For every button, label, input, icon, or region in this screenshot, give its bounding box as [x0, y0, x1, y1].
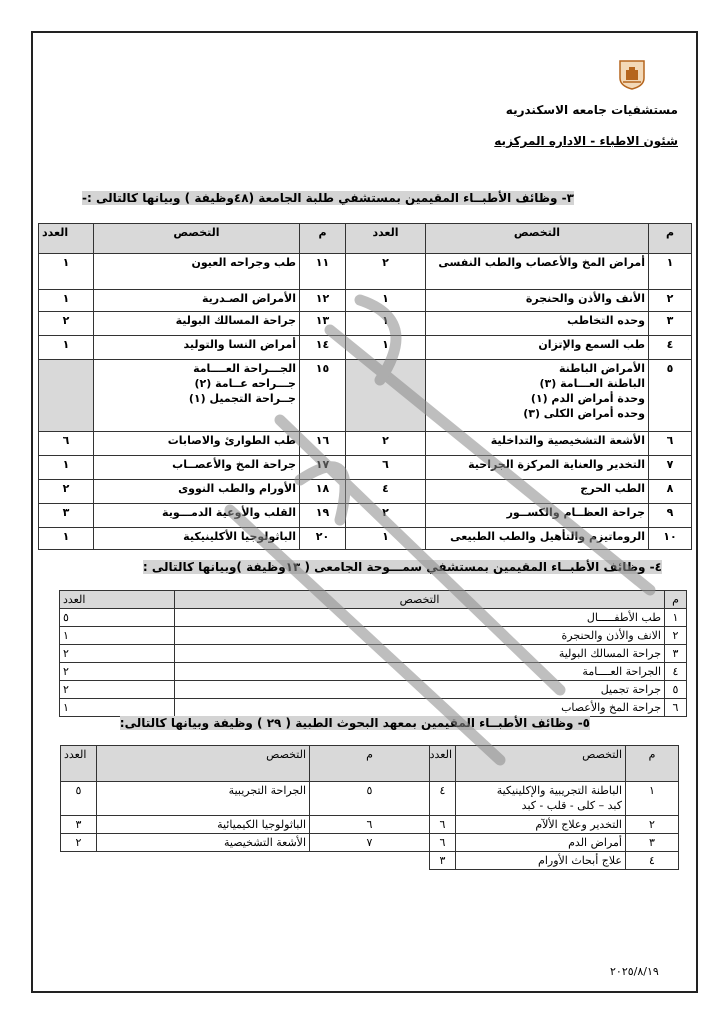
cell-spec: الجراحة التجريبية: [97, 782, 310, 816]
cell-count: ٦: [39, 432, 94, 456]
cell-spec: علاج أبحاث الأورام: [456, 852, 626, 870]
cell-count: ٢: [39, 312, 94, 336]
table-row: [61, 816, 679, 834]
cell-m: ١: [649, 254, 692, 290]
col-count: العدد: [60, 591, 175, 609]
cell-m: ٧: [310, 834, 430, 852]
cell-m: ١٠: [649, 528, 692, 550]
table-row: [60, 663, 687, 681]
cell-m: ٦: [649, 432, 692, 456]
org-name: مستشفيات جامعه الاسكندريه: [505, 103, 678, 117]
section5-title-post: ) وظيفة وبيانها كالتالى:: [119, 716, 267, 730]
section3-header-row: [39, 224, 692, 254]
cell-count: ١: [39, 290, 94, 312]
cell-spec: الروماتيزم والتأهيل والطب الطبيعى: [426, 528, 649, 550]
cell-spec: جراحة المخ والأعصــاب: [94, 456, 300, 480]
cell-m: ١٩: [300, 504, 346, 528]
cell-count: [346, 360, 426, 432]
cell-spec: طب الأطفـــــال: [175, 609, 665, 627]
cell-count: ٤: [430, 782, 456, 816]
section4-title-num: ١٣: [285, 560, 301, 574]
section5-title-pre: ٥- وظائف الأطبــاء المقيمين بمعهد البحوث الطبية (: [281, 716, 590, 730]
cell-count: ٣: [39, 504, 94, 528]
cell-spec: الأمراض الصـدرية: [94, 290, 300, 312]
cell-m: ٥: [310, 782, 430, 816]
cell-count: ٦: [346, 456, 426, 480]
cell-spec: جراحة المخ والأعصاب: [175, 699, 665, 717]
cell-spec: الباثولوجيا الأكلينيكية: [94, 528, 300, 550]
section4-header-row: [60, 591, 687, 609]
section4-table: [59, 590, 687, 717]
col-m: م: [649, 224, 692, 254]
table-row: [39, 528, 692, 550]
col-spec: التخصص: [175, 591, 665, 609]
cell-m: ١٣: [300, 312, 346, 336]
cell-m: ٧: [649, 456, 692, 480]
cell-m: ٤: [649, 336, 692, 360]
cell-spec: أمراض المخ والأعصاب والطب النفسى: [426, 254, 649, 290]
cell-spec: جراحة العظــام والكســور: [426, 504, 649, 528]
cell-spec: الأمراض الباطنة الباطنة العـــامة (٣) وحدة أمراض الدم (١) وحده أمراض الكلى (٣): [426, 360, 649, 432]
col-m: م: [300, 224, 346, 254]
section3-table: [38, 223, 692, 550]
cell-m: ١: [665, 609, 687, 627]
table-row: [39, 312, 692, 336]
col-spec: التخصص: [456, 746, 626, 782]
cell-count: ١: [39, 336, 94, 360]
cell-spec: التخدير والعناية المركزة الجراحية: [426, 456, 649, 480]
cell-m: ١: [626, 782, 679, 816]
cell-spec: التخدير وعلاج الألآم: [456, 816, 626, 834]
col-count: العدد: [39, 224, 94, 254]
table-row: [60, 699, 687, 717]
cell-m: ٢: [626, 816, 679, 834]
section5-table: [60, 745, 679, 870]
cell-m: ٢: [665, 627, 687, 645]
cell-spec: وحده التخاطب: [426, 312, 649, 336]
cell-m: ٦: [665, 699, 687, 717]
cell-m: ١٢: [300, 290, 346, 312]
cell-m: ٤: [626, 852, 679, 870]
cell-count: ١: [346, 336, 426, 360]
document-date: ٢٠٢٥/٨/١٩: [610, 965, 659, 978]
cell-count: ٢: [60, 645, 175, 663]
cell-count: ٢: [60, 663, 175, 681]
cell-spec: طب وجراحه العيون: [94, 254, 300, 290]
cell-spec: جراحة المسالك البولية: [175, 645, 665, 663]
col-spec: التخصص: [97, 746, 310, 782]
table-row: [61, 834, 679, 852]
cell-count: ٢: [346, 432, 426, 456]
cell-m: ٣: [626, 834, 679, 852]
cell-m: ٢٠: [300, 528, 346, 550]
cell-spec: أمراض النسا والتوليد: [94, 336, 300, 360]
cell-spec: القلب والأوعية الدمـــوية: [94, 504, 300, 528]
cell-count: ٢: [39, 480, 94, 504]
university-logo-icon: [617, 58, 647, 90]
cell-count: ١: [346, 528, 426, 550]
table-row: [39, 254, 692, 290]
cell-spec: أمراض الدم: [456, 834, 626, 852]
cell-spec: جراحة المسالك البولية: [94, 312, 300, 336]
cell-count: ٢: [346, 254, 426, 290]
cell-m: ١١: [300, 254, 346, 290]
cell-m: ١٨: [300, 480, 346, 504]
cell-count: ٦: [430, 834, 456, 852]
table-row: [39, 290, 692, 312]
cell-spec: الأنف والأذن والحنجرة: [426, 290, 649, 312]
cell-spec: الانف والأذن والحنجرة: [175, 627, 665, 645]
col-m: م: [665, 591, 687, 609]
cell-m: ١٤: [300, 336, 346, 360]
cell-m: ١٦: [300, 432, 346, 456]
cell-spec: الجـــراحة العــــامة جـــراحه عــامة (٢) جــراحة التجميل (١): [94, 360, 300, 432]
dept-name: شئون الاطباء - الاداره المركزيه: [494, 134, 678, 148]
cell-count: ١: [346, 312, 426, 336]
table-row: [39, 432, 692, 456]
table-row: [60, 645, 687, 663]
cell-m: ٣: [665, 645, 687, 663]
cell-m: ٥: [649, 360, 692, 432]
cell-m: ١٧: [300, 456, 346, 480]
cell-m: ٣: [649, 312, 692, 336]
cell-count: ٢: [346, 504, 426, 528]
cell-count: ٣: [430, 852, 456, 870]
cell-spec: الأورام والطب النووى: [94, 480, 300, 504]
cell-count: ١: [60, 627, 175, 645]
empty-cell: [61, 852, 97, 870]
cell-count: ١: [60, 699, 175, 717]
col-spec: التخصص: [94, 224, 300, 254]
col-m: م: [626, 746, 679, 782]
col-count: العدد: [430, 746, 456, 782]
cell-spec: الأشعة التشخيصية: [97, 834, 310, 852]
cell-count: ٣: [61, 816, 97, 834]
table-row: [39, 480, 692, 504]
cell-spec: طب السمع والإتزان: [426, 336, 649, 360]
cell-count: [39, 360, 94, 432]
cell-count: ٥: [61, 782, 97, 816]
cell-count: ١: [39, 528, 94, 550]
table-row: [60, 609, 687, 627]
table-row: [61, 852, 679, 870]
col-m: م: [310, 746, 430, 782]
section5-header-row: [61, 746, 679, 782]
cell-spec: الباثولوجيا الكيميائية: [97, 816, 310, 834]
table-row: [60, 681, 687, 699]
cell-spec: الباطنة التجريبية والإكلينيكية كبد – كلى - قلب - كبد: [456, 782, 626, 816]
cell-count: ٦: [430, 816, 456, 834]
cell-count: ١: [346, 290, 426, 312]
cell-spec: طب الطوارئ والاصابات: [94, 432, 300, 456]
cell-m: ٦: [310, 816, 430, 834]
cell-spec: الجراحة العــــامة: [175, 663, 665, 681]
table-row: [39, 336, 692, 360]
table-row: [39, 456, 692, 480]
section3-title-text: ٣- وظائف الأطبــاء المقيمين بمستشفي طلبة الجامعة (٤٨وظيفة ) وبيانها كالتالى :-: [82, 191, 574, 205]
section4-title-pre: ٤- وظائف الأطبــاء المقيمين بمستشفي سمـــوحة الجامعى (: [300, 560, 662, 574]
table-row: [39, 360, 692, 432]
cell-m: ٤: [665, 663, 687, 681]
cell-spec: الطب الحرج: [426, 480, 649, 504]
cell-count: ٤: [346, 480, 426, 504]
cell-m: ٢: [649, 290, 692, 312]
table-row: [60, 627, 687, 645]
cell-m: ٥: [665, 681, 687, 699]
cell-spec: الأشعة التشخيصية والتداخلية: [426, 432, 649, 456]
section5-title-num: ٢٩: [266, 716, 282, 730]
cell-count: ٢: [60, 681, 175, 699]
cell-m: ٩: [649, 504, 692, 528]
table-row: [39, 504, 692, 528]
cell-count: ١: [39, 456, 94, 480]
section4-title-post: وظيفة )وبيانها كالتالى :: [142, 560, 286, 574]
empty-cell: [97, 852, 310, 870]
col-count: العدد: [346, 224, 426, 254]
cell-count: ٢: [61, 834, 97, 852]
cell-spec: جراحة تجميل: [175, 681, 665, 699]
table-row: [61, 782, 679, 816]
col-count: العدد: [61, 746, 97, 782]
section5-title: [120, 716, 590, 730]
section3-title: [82, 191, 574, 205]
section4-title: [143, 560, 662, 574]
cell-count: ١: [39, 254, 94, 290]
cell-m: ١٥: [300, 360, 346, 432]
cell-count: ٥: [60, 609, 175, 627]
col-spec: التخصص: [426, 224, 649, 254]
cell-m: ٨: [649, 480, 692, 504]
empty-cell: [310, 852, 430, 870]
